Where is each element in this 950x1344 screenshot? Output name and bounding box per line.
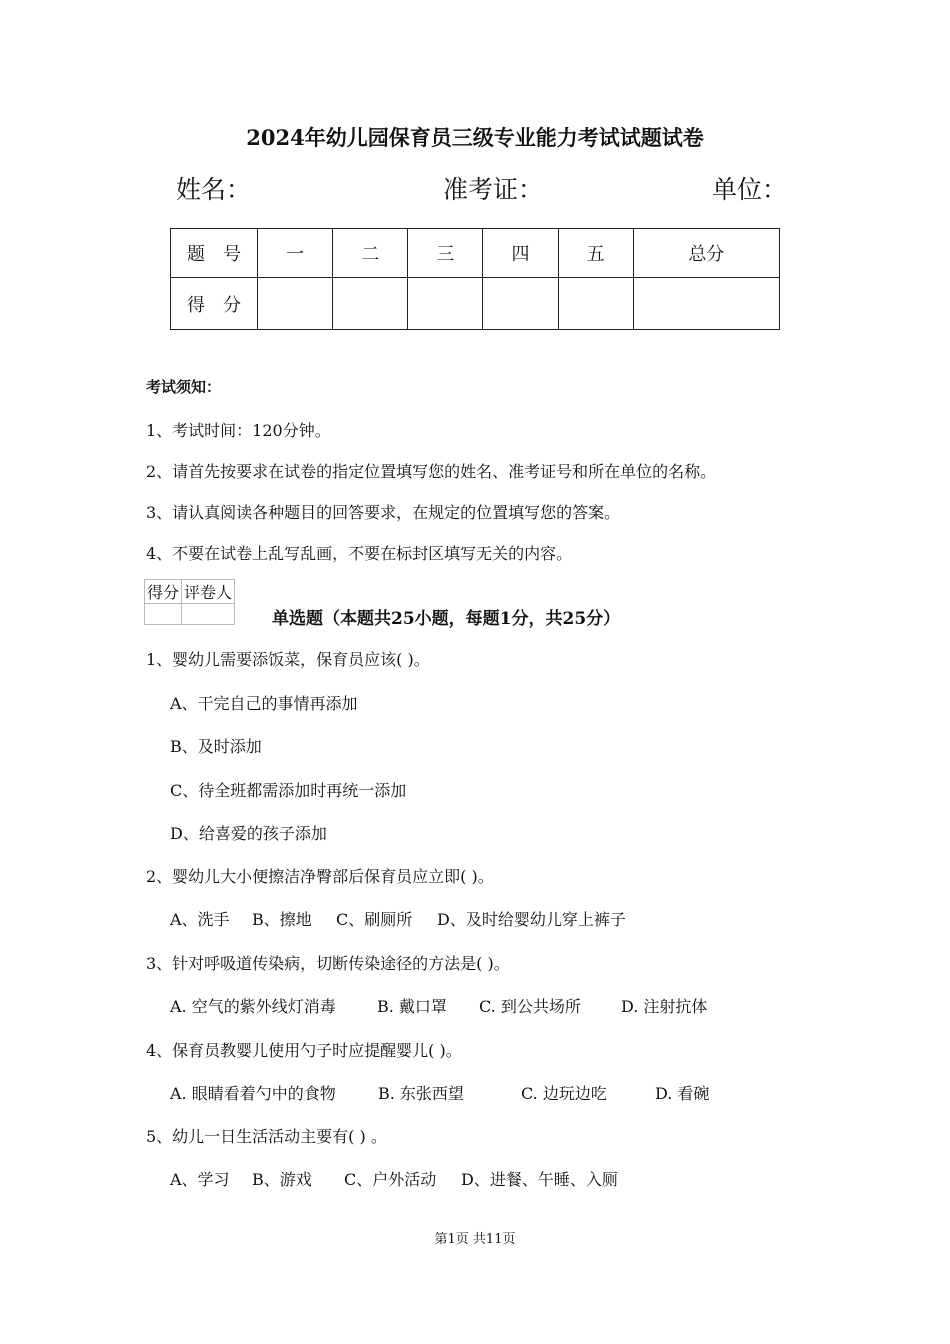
question-stem: 4、保育员教婴儿使用勺子时应提醒婴儿( )。 <box>146 1041 462 1060</box>
score-table-header: 四 <box>483 229 558 278</box>
notice-heading: 考试须知： <box>146 378 222 396</box>
answer-option[interactable]: D、进餐、午睡、入厕 <box>461 1170 618 1189</box>
answer-option[interactable]: B. 戴口罩 <box>377 997 447 1016</box>
name-field-label: 姓名： <box>176 175 252 204</box>
question-stem: 5、幼儿一日生活活动主要有( ) 。 <box>146 1127 387 1146</box>
answer-option[interactable]: A、学习 <box>170 1170 230 1189</box>
score-cell[interactable] <box>633 278 779 330</box>
page-footer: 第1页 共11页 <box>434 1232 516 1247</box>
score-table-header: 题 号 <box>171 229 258 278</box>
score-table-header-row <box>171 229 780 278</box>
answer-option[interactable]: B、擦地 <box>252 910 312 929</box>
score-row-label: 得 分 <box>171 278 258 330</box>
question-stem: 2、婴幼儿大小便擦洁净臀部后保育员应立即( )。 <box>146 867 494 886</box>
answer-option[interactable]: C、户外活动 <box>344 1170 437 1189</box>
grader-reviewer-cell[interactable] <box>182 604 235 625</box>
score-cell[interactable] <box>483 278 558 330</box>
answer-option[interactable]: D. 注射抗体 <box>621 997 708 1016</box>
score-table-header: 一 <box>258 229 333 278</box>
answer-option[interactable]: B、游戏 <box>252 1170 312 1189</box>
answer-option[interactable]: A、洗手 <box>170 910 230 929</box>
answer-option[interactable]: A、干完自己的事情再添加 <box>170 694 358 713</box>
score-table-header: 三 <box>408 229 483 278</box>
exam-title: 2024年幼儿园保育员三级专业能力考试试题试卷 <box>246 125 704 150</box>
notice-item: 2、请首先按要求在试卷的指定位置填写您的姓名、准考证号和所在单位的名称。 <box>146 462 717 481</box>
answer-option[interactable]: C. 边玩边吃 <box>521 1084 607 1103</box>
section-title: 单选题（本题共25小题，每题1分，共25分） <box>272 609 621 629</box>
score-table-score-row <box>171 278 780 330</box>
score-table-header: 五 <box>558 229 633 278</box>
notice-item: 3、请认真阅读各种题目的回答要求，在规定的位置填写您的答案。 <box>146 503 621 522</box>
score-cell[interactable] <box>558 278 633 330</box>
score-cell[interactable] <box>258 278 333 330</box>
grader-reviewer-label: 评卷人 <box>182 580 235 604</box>
exam-id-field-label: 准考证： <box>443 175 544 204</box>
answer-option[interactable]: B、及时添加 <box>170 737 262 756</box>
answer-option[interactable]: A. 眼睛看着勺中的食物 <box>170 1084 336 1103</box>
grader-box <box>144 579 235 625</box>
answer-option[interactable]: C、刷厕所 <box>336 910 413 929</box>
answer-option[interactable]: C、待全班都需添加时再统一添加 <box>170 781 407 800</box>
grader-score-label: 得分 <box>145 580 182 604</box>
question-stem: 3、针对呼吸道传染病，切断传染途径的方法是( )。 <box>146 954 510 973</box>
score-table <box>170 228 780 330</box>
answer-option[interactable]: D、给喜爱的孩子添加 <box>170 824 327 843</box>
notice-item: 4、不要在试卷上乱写乱画，不要在标封区填写无关的内容。 <box>146 544 573 563</box>
score-cell[interactable] <box>333 278 408 330</box>
answer-option[interactable]: C. 到公共场所 <box>479 997 581 1016</box>
answer-option[interactable]: B. 东张西望 <box>378 1084 464 1103</box>
score-cell[interactable] <box>408 278 483 330</box>
unit-field-label: 单位： <box>712 175 788 204</box>
answer-option[interactable]: D. 看碗 <box>655 1084 710 1103</box>
notice-item: 1、考试时间：120分钟。 <box>146 421 331 440</box>
answer-option[interactable]: D、及时给婴幼儿穿上裤子 <box>437 910 626 929</box>
answer-option[interactable]: A. 空气的紫外线灯消毒 <box>170 997 336 1016</box>
grader-score-cell[interactable] <box>145 604 182 625</box>
question-stem: 1、婴幼儿需要添饭菜，保育员应该( )。 <box>146 650 430 669</box>
score-table-header: 总分 <box>633 229 779 278</box>
score-table-header: 二 <box>333 229 408 278</box>
